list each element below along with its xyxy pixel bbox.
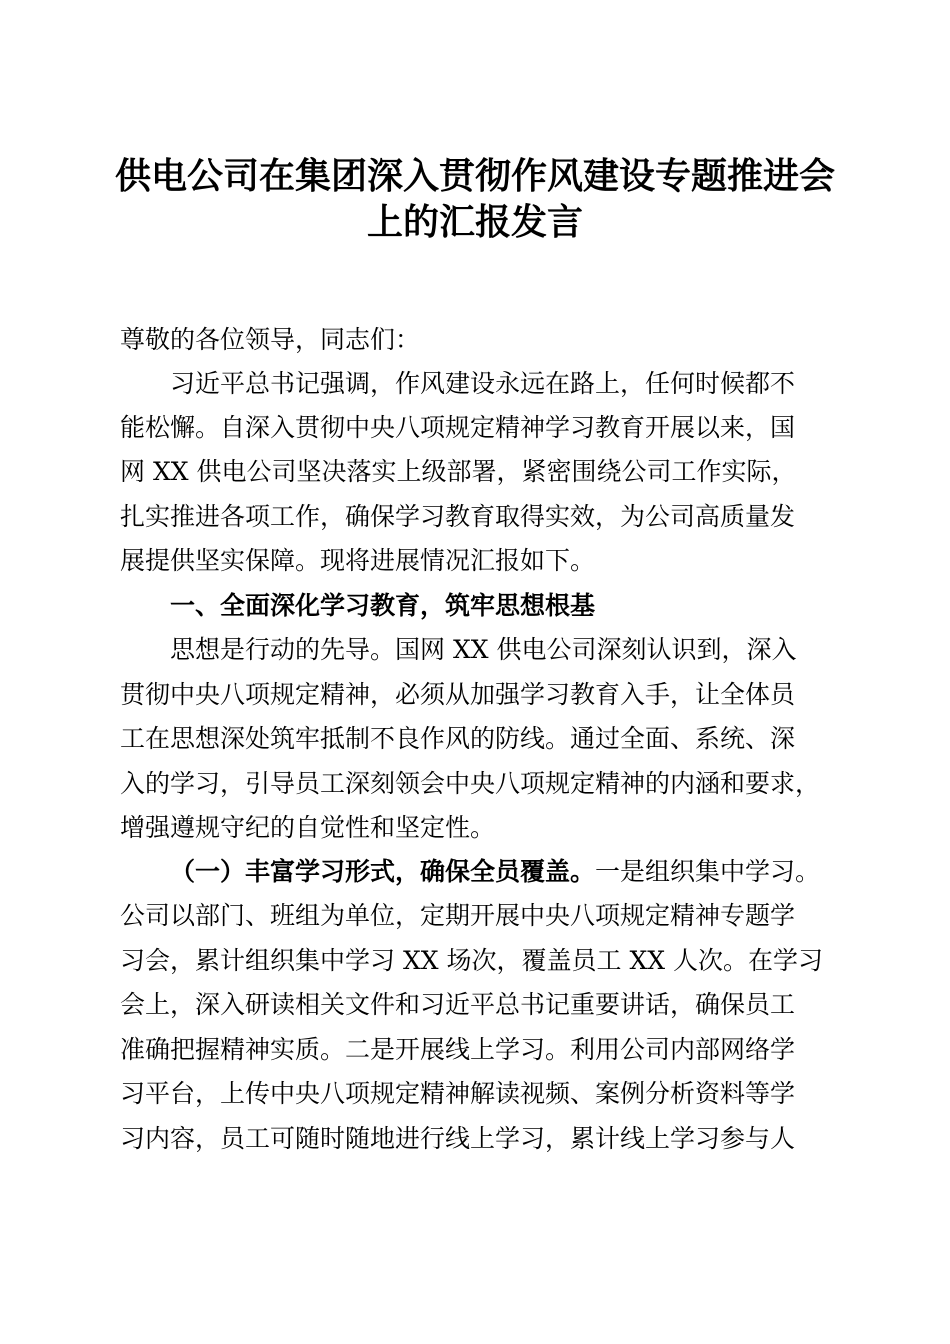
paragraph-line: 公司以部门、班组为单位，定期开展中央八项规定精神专题学 xyxy=(120,901,796,930)
intro-line: 展提供坚实保障。现将进展情况汇报如下。 xyxy=(120,546,596,575)
paragraph-line: 会上，深入研读相关文件和习近平总书记重要讲话，确保员工 xyxy=(120,990,796,1019)
salutation: 尊敬的各位领导，同志们： xyxy=(120,325,421,354)
paragraph-line: 习会，累计组织集中学习 XX 场次，覆盖员工 XX 人次。在学习 xyxy=(120,946,823,975)
subsection-text: 一是组织集中学习。 xyxy=(595,857,821,886)
subsection-line xyxy=(170,857,832,887)
paragraph-line: 贯彻中央八项规定精神，必须从加强学习教育入手，让全体员 xyxy=(120,680,796,709)
paragraph-line: 思想是行动的先导。国网 XX 供电公司深刻认识到，深入 xyxy=(170,635,797,664)
paragraph-line: 习内容，员工可随时随地进行线上学习，累计线上学习参与人 xyxy=(120,1124,796,1153)
section-heading-1: 一、全面深化学习教育，筑牢思想根基 xyxy=(170,591,596,620)
paragraph-line: 入的学习，引导员工深刻领会中央八项规定精神的内涵和要求， xyxy=(120,769,821,798)
document-title-line-1: 供电公司在集团深入贯彻作风建设专题推进会 xyxy=(114,155,835,197)
document-title-line-2: 上的汇报发言 xyxy=(366,201,583,243)
intro-line: 习近平总书记强调，作风建设永远在路上，任何时候都不 xyxy=(170,369,796,398)
intro-line: 能松懈。自深入贯彻中央八项规定精神学习教育开展以来，国 xyxy=(120,413,796,442)
paragraph-line: 工在思想深处筑牢抵制不良作风的防线。通过全面、系统、深 xyxy=(120,724,796,753)
paragraph-line: 习平台，上传中央八项规定精神解读视频、案例分析资料等学 xyxy=(120,1079,796,1108)
paragraph-line: 增强遵规守纪的自觉性和坚定性。 xyxy=(120,813,496,842)
intro-line: 扎实推进各项工作，确保学习教育取得实效，为公司高质量发 xyxy=(120,502,796,531)
subsection-heading: （一）丰富学习形式，确保全员覆盖。 xyxy=(170,857,596,886)
intro-line: 网 XX 供电公司坚决落实上级部署，紧密围绕公司工作实际， xyxy=(120,457,797,486)
paragraph-line: 准确把握精神实质。二是开展线上学习。利用公司内部网络学 xyxy=(120,1035,796,1064)
